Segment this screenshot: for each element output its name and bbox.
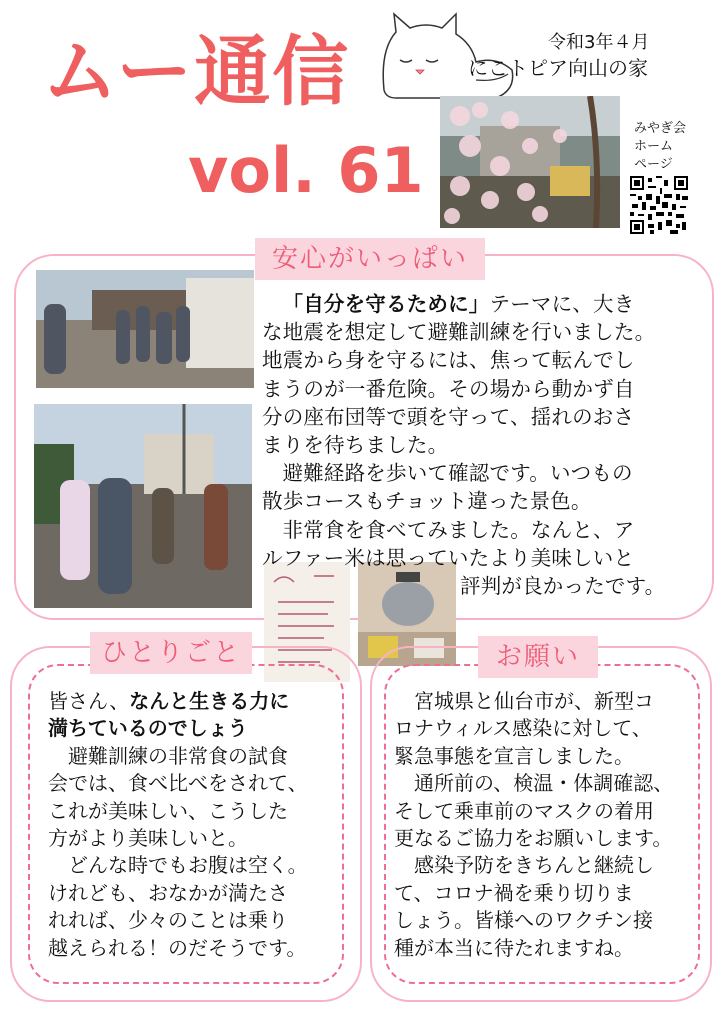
request-line: そして乗車前のマスクの着用 [394,798,654,823]
evacuation-drill-photo [36,270,254,388]
article-line: 分の座布団等で頭を守って、揺れのおさ [262,404,635,429]
monologue-line: 避難訓練の非常食の試食 [68,743,288,768]
homepage-link-text [634,120,686,174]
monologue-line: これが美味しい、こうした [48,798,288,823]
section-heading: ひとりごと [90,632,252,674]
article-line: な地震を想定して避難訓練を行いました。 [262,320,656,345]
article-lead: 「自分を守るために」 [282,292,490,316]
homepage-line: みやぎ会 [634,121,687,136]
volume-number: vol. 61 [188,134,424,207]
walking-route-photo [34,404,252,608]
monologue-emphasis: なんと生きる力に [129,689,290,713]
article-line: まりを待ちました。 [262,433,449,458]
main-article [262,290,694,600]
article-line: 避難経路を歩いて確認です。いつもの [282,461,633,486]
qr-code-icon[interactable] [630,176,688,234]
monologue-line: れれば、少々のことは乗り [48,908,288,933]
issue-date: 令和3年４月 [548,32,650,53]
newsletter-title: ムー通信 [42,27,351,116]
article-line: テーマに、大き [489,292,635,316]
request-line: 種が本当に待たれますね。 [394,935,634,960]
request-line: ロナウィルス感染に対して、 [394,716,652,741]
article-line: 散歩コースもチョット違った景色。 [262,489,592,514]
monologue-emphasis: 満ちているのでしょう [48,716,248,741]
cherry-blossom-photo [440,96,620,228]
request-line: しょう。皆様へのワクチン接 [394,908,653,933]
request-line: 更なるご協力をお願いします。 [394,826,673,851]
article-line: ルファー米は思っていたより美味しいと [262,545,635,570]
section-heading: お願い [478,636,598,678]
homepage-line: ホーム [634,139,674,154]
monologue-line: 会では、食べ比べをされて、 [48,771,308,796]
homepage-line: ページ [634,157,673,172]
monologue-line: 越えられる！のだそうです。 [48,935,307,960]
section-heading: 安心がいっぱい [255,238,485,280]
article-line: まうのが一番危険。その場から動かず自 [262,376,635,401]
article-line: 評判が良かったです。 [460,574,666,599]
request-line: 通所前の、検温・体調確認、 [414,771,674,796]
monologue-text [48,688,342,962]
request-text [394,688,696,962]
monologue-line: 方がより美味しいと。 [48,826,248,851]
monologue-line: けれども、おなかが満たさ [48,880,288,905]
request-line: て、コロナ禍を乗り切りま [394,880,634,905]
monologue-line: どんな時でもお腹は空く。 [68,853,308,878]
facility-name: にこトピア向山の家 [468,56,648,80]
request-line: 緊急事態を宣言しました。 [394,743,634,768]
article-line: 地震から身を守るには、焦って転んでし [262,348,635,373]
request-line: 宮城県と仙台市が、新型コ [414,689,654,713]
request-line: 感染予防をきちんと継続し [414,853,654,878]
article-line: 非常食を食べてみました。なんと、ア [282,517,635,542]
monologue-line: 皆さん、 [48,689,130,713]
